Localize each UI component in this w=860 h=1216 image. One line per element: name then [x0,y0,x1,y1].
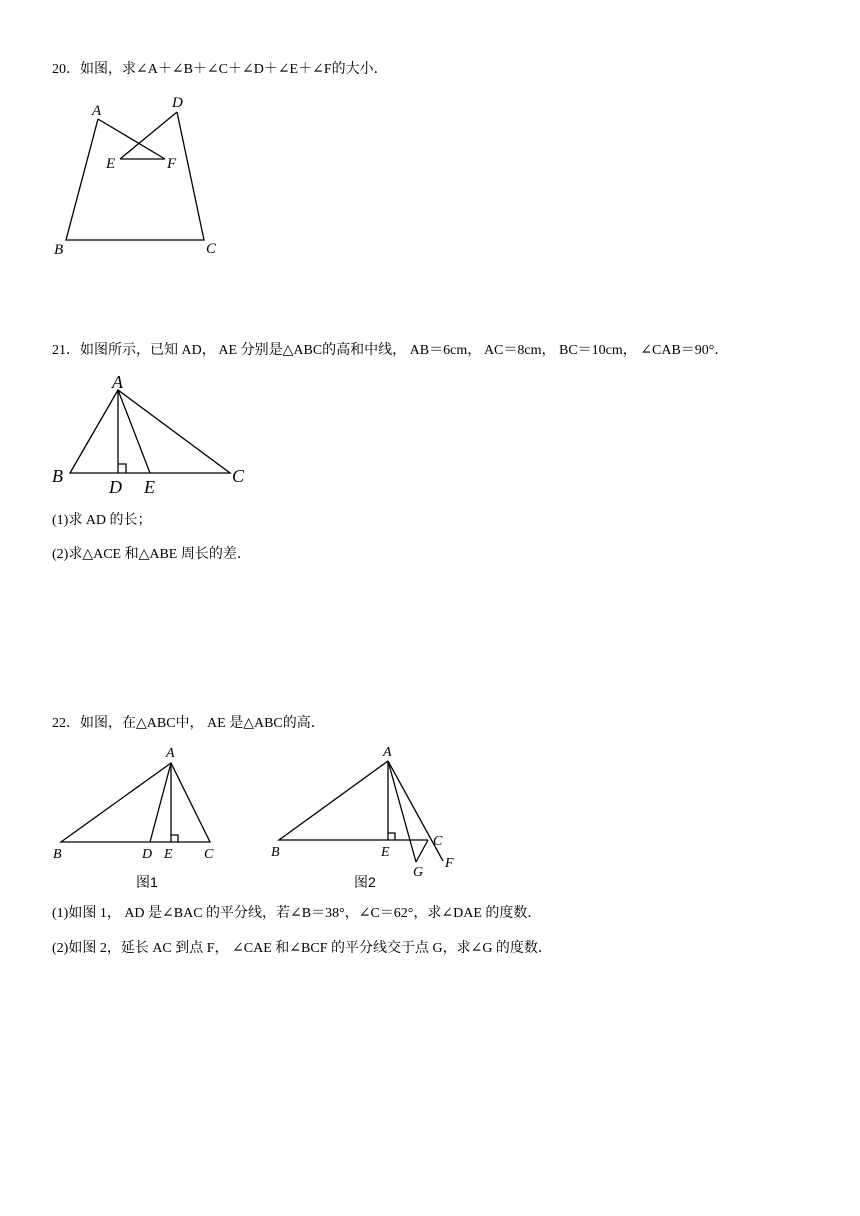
q22-fig2-label-E: E [381,845,390,860]
q22-fig2-right-angle-mark [388,833,395,840]
q21-label-E: E [144,477,155,497]
q22-fig1-right-angle-mark [171,835,178,842]
q20-line-AF [98,119,165,159]
q22-fig1-label-A: A [166,746,175,761]
question-20-text: 20．如图，求∠A＋∠B＋∠C＋∠D＋∠E＋∠F的大小． [52,62,388,77]
q21-right-angle-mark [118,464,126,473]
q22-fig2-label-G: G [413,865,424,880]
q22-fig2-bisector-CG [416,840,428,862]
q21-label-D: D [109,477,122,497]
question-21-sub1: (1)求 AD 的长； [52,513,152,528]
q22-fig1-label-C: C [204,847,214,862]
q22-fig2-triangle-ABC [279,761,428,840]
q22-fig2-bisector-AG [388,761,416,862]
q21-label-C: C [232,466,245,486]
q20-label-B: B [54,242,64,258]
q21-triangle-ABC [70,390,230,473]
q22-fig2-caption: 图2 [354,874,376,890]
q22-fig1-label-E: E [164,847,173,862]
q22-fig2-label-F: F [445,856,454,871]
question-22-sub2: (2)如图 2，延长 AC 到点 F， ∠CAE 和∠BCF 的平分线交于点 G，求∠G 的度数． [52,941,552,956]
q20-label-D: D [172,95,183,111]
q22-fig1-caption: 图1 [136,874,158,890]
q21-label-B: B [52,466,63,486]
q20-label-E: E [106,156,116,172]
q22-fig1-triangle-ABC [61,763,210,842]
q21-label-A: A [112,372,123,392]
q22-fig2-label-A: A [383,745,392,760]
q22-fig1-bisector-AD [150,763,171,842]
q20-label-C: C [206,241,217,257]
q22-fig1-label-B: B [53,847,62,862]
q22-fig2-label-C: C [433,834,443,849]
question-22-text: 22．如图，在△ABC中， AE 是△ABC的高． [52,716,325,731]
question-22-sub1: (1)如图 1， AD 是∠BAC 的平分线，若∠B＝38°，∠C＝62°，求∠DAE 的度数． [52,906,542,921]
question-21-text: 21．如图所示，已知 AD， AE 分别是△ABC的高和中线， AB＝6cm， AC＝8cm， BC＝10cm， ∠CAB＝90°． [52,343,729,358]
q20-label-A: A [92,103,102,119]
q20-label-F: F [167,156,177,172]
question-21-sub2: (2)求△ACE 和△ABE 周长的差． [52,547,251,562]
q22-fig1-label-D: D [142,847,153,862]
q20-quad-outline [66,112,204,240]
q20-line-DE [120,112,177,159]
q22-fig2-label-B: B [271,845,280,860]
